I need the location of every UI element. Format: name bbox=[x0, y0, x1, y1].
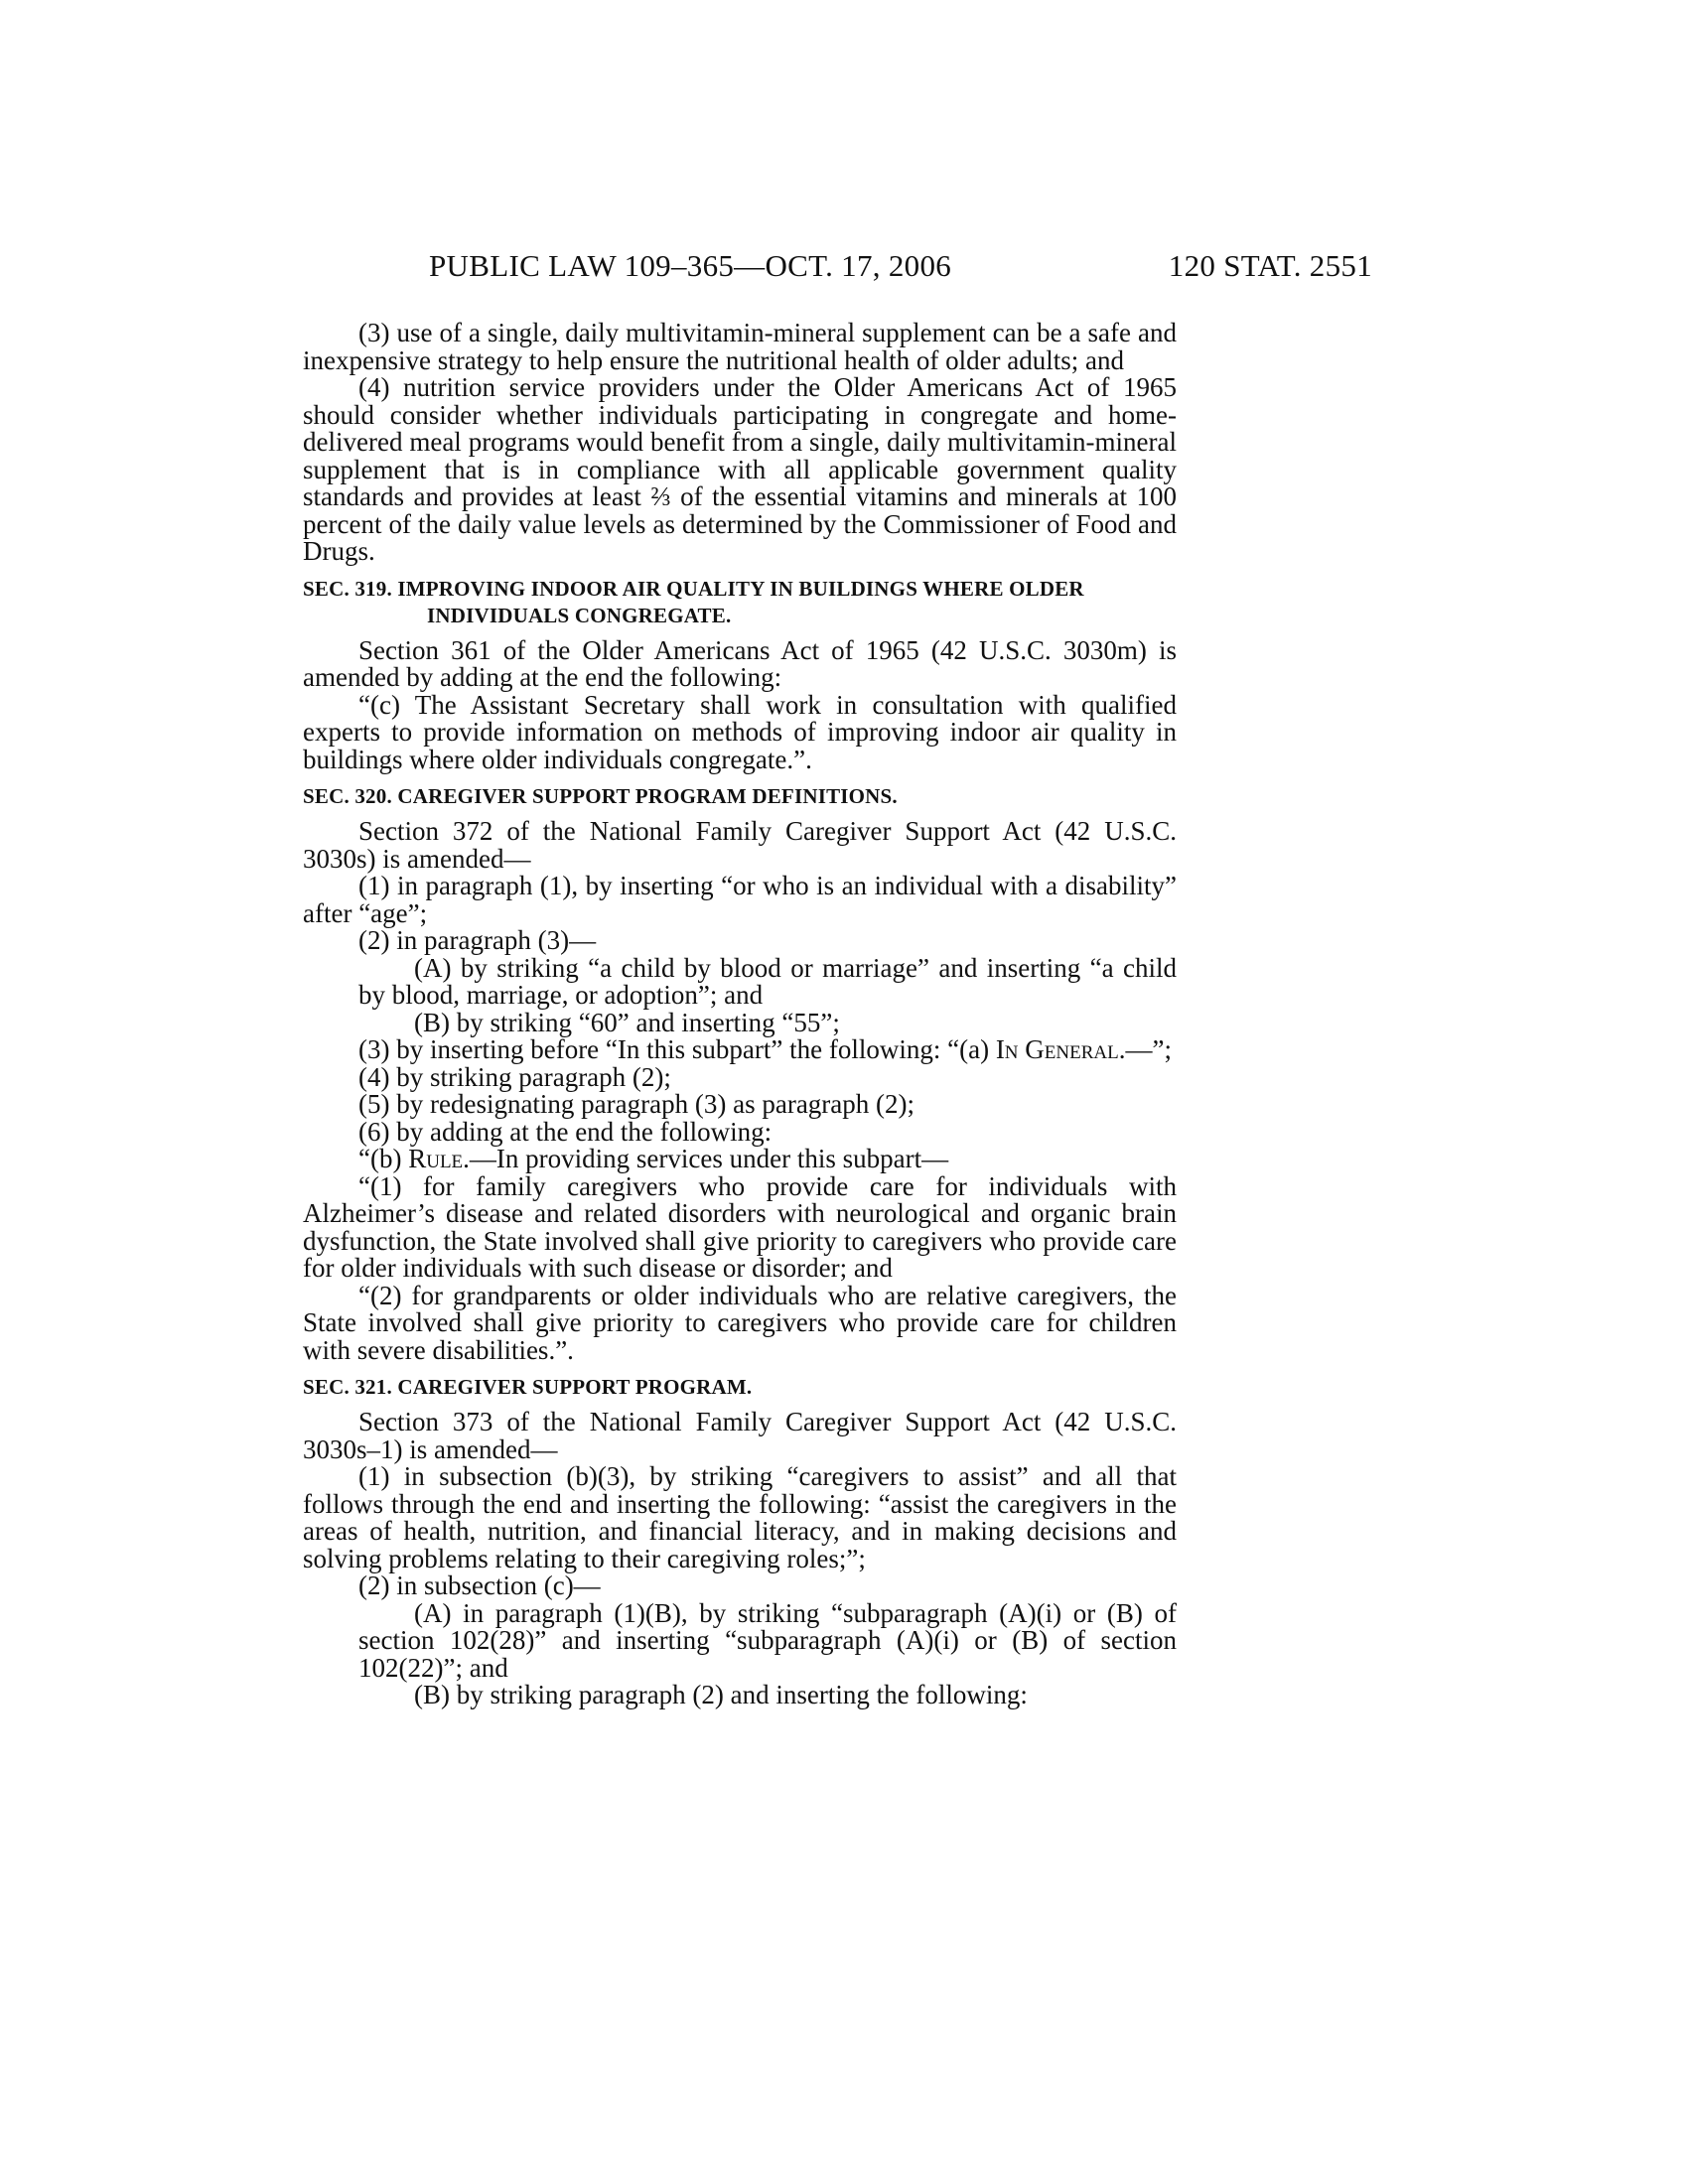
section-320-rule-2: “(2) for grandparents or older individuals who are relative caregivers, the State involved shall give priority to caregivers who provide care for children with severe disabilities.”. bbox=[303, 1280, 1177, 1365]
section-320-item-6: (6) by adding at the end the following: bbox=[358, 1116, 773, 1147]
section-321-heading: SEC. 321. CAREGIVER SUPPORT PROGRAM. bbox=[303, 1375, 753, 1399]
section-320-item-4: (4) by striking paragraph (2); bbox=[358, 1061, 671, 1092]
section-321-intro: Section 373 of the National Family Caregiver Support Act (42 U.S.C. 3030s–1) is amended— bbox=[303, 1407, 1177, 1464]
paragraph-3: (3) use of a single, daily multivitamin-mineral supplement can be a safe and inexpensive strategy to help ensure the nutritional health of older adults; and bbox=[303, 318, 1177, 375]
public-law-citation: PUBLIC LAW 109–365—OCT. 17, 2006 bbox=[429, 248, 952, 283]
section-321-item-2a: (A) in paragraph (1)(B), by striking “subparagraph (A)(i) or (B) of section 102(28)” and inserting “subparagraph (A)(i) or (B) of section 102(22)”; and bbox=[358, 1597, 1177, 1683]
section-320-item-2a: (A) by striking “a child by blood or marriage” and inserting “a child by blood, marriage, or adoption”; and bbox=[358, 952, 1177, 1010]
section-319-intro: Section 361 of the Older Americans Act of 1965 (42 U.S.C. 3030m) is amended by adding at the end the following: bbox=[303, 634, 1177, 692]
run-in-heading: Rule bbox=[408, 1144, 464, 1173]
section-320-rule-1: “(1) for family caregivers who provide care for individuals with Alzheimer’s disease and related disorders with neurological and organic brain dysfunction, the State involved shall give priority to caregivers who provide care for older individuals with such disease or disorder; and bbox=[303, 1170, 1177, 1283]
section-320-item-3: (3) by inserting before “In this subpart” the following: “(a) In General.—”; bbox=[358, 1034, 1172, 1064]
section-321-item-1: (1) in subsection (b)(3), by striking “caregivers to assist” and all that follows through the end and inserting the following: “assist the caregivers in the areas of health, nutrition, and financial literacy, and in making decisions and solving problems relating to their caregiving roles;”; bbox=[303, 1461, 1177, 1573]
statute-page-number: 120 STAT. 2551 bbox=[1168, 248, 1372, 283]
section-320-item-2b: (B) by striking “60” and inserting “55”; bbox=[414, 1007, 840, 1037]
section-321-item-2b: (B) by striking paragraph (2) and inserting the following: bbox=[414, 1680, 1028, 1709]
section-320-item-2: (2) in paragraph (3)— bbox=[358, 925, 597, 955]
run-in-heading: In General bbox=[995, 1034, 1119, 1064]
page-header bbox=[429, 246, 1372, 286]
section-321-item-2: (2) in subsection (c)— bbox=[358, 1570, 601, 1600]
section-320-heading: SEC. 320. CAREGIVER SUPPORT PROGRAM DEFINITIONS. bbox=[303, 784, 898, 808]
section-320-intro: Section 372 of the National Family Caregiver Support Act (42 U.S.C. 3030s) is amended— bbox=[303, 816, 1177, 874]
section-319-heading: SEC. 319. IMPROVING INDOOR AIR QUALITY IN BUILDINGS WHERE OLDER INDIVIDUALS CONGREGATE. bbox=[303, 576, 1084, 627]
section-320-rule: “(b) Rule.—In providing services under this subpart— bbox=[358, 1144, 949, 1173]
statute-text bbox=[303, 320, 1177, 1709]
paragraph-4: (4) nutrition service providers under the Older Americans Act of 1965 should consider whether individuals participating in congregate and home-delivered meal programs would benefit from a single, daily multivitamin-mineral supplement that is in compliance with all applicable government quality standards and provides at least ⅔ of the essential vitamins and minerals at 100 percent of the daily value levels as determined by the Commissioner of Food and Drugs. bbox=[303, 372, 1177, 566]
section-320-item-1: (1) in paragraph (1), by inserting “or who is an individual with a disability” after “age”; bbox=[303, 871, 1177, 928]
section-320-item-5: (5) by redesignating paragraph (3) as paragraph (2); bbox=[358, 1089, 915, 1119]
section-319-subsection-c: “(c) The Assistant Secretary shall work in consultation with qualified experts to provide information on methods of improving indoor air quality in buildings where older individuals congregate.”. bbox=[303, 689, 1177, 774]
